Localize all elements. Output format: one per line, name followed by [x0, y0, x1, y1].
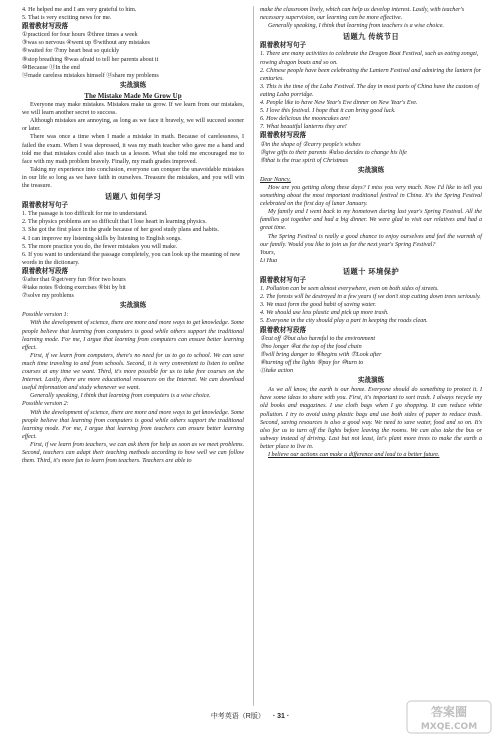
- letter-paragraph: My family and I went back to my hometown during last year's Spring Festival. All the families got together and had a big dinner. We were glad to visit our relatives and had a great time.: [260, 209, 482, 232]
- essay-paragraph: With the development of science, there are more and more ways to get knowledge. Some people believe that learning from computers is good while others support the traditional learning mode. For me, I argue that learning from computers can ensure better learning effect.: [22, 320, 245, 351]
- answer-line: 3. We must form the good habit of saving water.: [260, 302, 377, 309]
- answer-line: 3. She got the first place in the grade because of her good study plans and habits.: [22, 227, 219, 234]
- answer-line: ⑪take action: [260, 368, 293, 375]
- section-heading: 跟着教材写段落: [22, 267, 69, 275]
- topic-heading: 话题八 如何学习: [104, 192, 162, 202]
- right-column: [260, 6, 482, 459]
- answer-line: 4. People like to have New Year's Eve dinner on New Year's Eve.: [260, 100, 418, 107]
- answer-line: 6. How delicious the mooncakes are!: [260, 116, 351, 123]
- section-heading: 跟着教材写句子: [22, 202, 69, 210]
- essay-paragraph: With the development of science, there are more and more ways to get knowledge. Some people believe that learning from computers is good while others support the traditional learning mode. For me, I argue that learning from teachers can ensure better learning effect.: [22, 409, 245, 440]
- essay-paragraph: There was once a time when I made a mistake in math. Because of carelessness, I failed the exam. When I was depressed, it was my math teacher who gave me a hand and told me that mistakes could also teach us a lesson. What she told me encouraged me to face with my math problem bravely. Finally, my math grades improved.: [22, 134, 244, 165]
- answer-line: 1. Pollution can be seen almost everywhere, even on both sides of streets.: [260, 286, 439, 293]
- column-divider: [253, 6, 254, 706]
- watermark-bottom-text: MXQE.COM: [420, 722, 478, 732]
- answer-line: ⑤that is the true spirit of Christmas: [260, 157, 349, 164]
- essay-paragraph: I believe our actions can make a difference and lead to a better future.: [268, 451, 440, 458]
- topic-heading: 话题九 传统节日: [342, 32, 400, 42]
- page-number: · 31 ·: [272, 713, 290, 720]
- letter-signature: Li Hua: [260, 257, 278, 264]
- section-heading: 跟着教材写段落: [260, 132, 307, 140]
- answer-line: ①in the shape of ②carry people's wishes: [260, 141, 361, 148]
- left-column: [22, 6, 244, 465]
- answer-line: 6. If you want to understand the passage completely, you can look up the meaning of new words in the dictionary.: [22, 251, 241, 266]
- answer-line: 7. What beautiful lanterns they are!: [260, 124, 347, 131]
- essay-paragraph: Generally speaking, I think that learning from computers is a wise choice.: [30, 393, 211, 400]
- book-title: 中考英语（R版）: [210, 713, 265, 720]
- watermark-top-text: 答案圈: [430, 705, 468, 719]
- version-label: Possible version 2:: [22, 401, 69, 408]
- section-heading: 实战演练: [119, 302, 147, 310]
- answer-line: ⑧stop breathing ⑨was afraid to tell her parents about it: [22, 56, 159, 63]
- answer-line: 4. He helped me and I am very grateful to him.: [22, 7, 137, 13]
- answer-line: 5. I love this festival. I hope that it can bring good luck.: [260, 108, 396, 115]
- essay-paragraph: First, if we learn from computers, there's no need for us to go to school. We can save much time traveling to and from schools. Second, it is very convenient to listen to online courses at any time we want. Third, it's more possible for us to take free courses on the Internet. Lastly, there are more educational resources on the Internet. We can download useful information and study whenever we want.: [22, 352, 244, 392]
- section-heading: 实战演练: [119, 81, 147, 89]
- answer-line: ③was so nervous ④went up ⑤without any mistakes: [22, 40, 150, 47]
- answer-line: 2. The forests will be destroyed in a few years if we don't stop cutting down trees seriously.: [260, 294, 481, 301]
- answer-line: 1. The passage is too difficult for me to understand.: [22, 211, 148, 218]
- answer-line: ⑫made careless mistakes himself ⑬share my problems: [22, 72, 159, 79]
- answer-line: 3. This is the time of the Laba Festival. The day in most parts of China have the custom of eating Laba porridge.: [260, 83, 480, 98]
- watermark-logo: [406, 700, 492, 734]
- answer-line: ①after that ②get/very fun ③for two hours: [22, 277, 126, 283]
- section-heading: 跟着教材写段落: [22, 23, 69, 31]
- essay-paragraph: Generally speaking, I think that learning from teachers is a wise choice.: [268, 23, 444, 30]
- answer-line: ①cut off ②but also harmful to the environment: [260, 335, 376, 342]
- answer-page: [22, 6, 484, 706]
- answer-line: ③give gifts to their parents ④also decides to change his life: [260, 149, 407, 156]
- topic-heading: 话题十 环境保护: [342, 266, 400, 276]
- answer-line: ⑩Because ⑪In the end: [22, 64, 80, 71]
- letter-paragraph: How are you getting along these days? I miss you very much. Now I'd like to tell you something about the most important traditional festival in China. It's the Spring Festival celebrated on the first day of lunar January.: [260, 184, 482, 208]
- section-heading: 实战演练: [357, 377, 385, 385]
- answer-line: 2. The physics problems are so difficult that I lose heart in learning physics.: [22, 219, 207, 226]
- section-heading: 跟着教材写段落: [260, 326, 307, 334]
- version-label: Possible version 1:: [22, 312, 69, 319]
- essay-paragraph: make the classroom lively, which can help us develop interest. Lastly, with teacher's necessary supervision, our learning can be more effective.: [260, 7, 465, 22]
- answer-line: ④take notes ⑤doing exercises ⑥bit by bit: [22, 285, 126, 292]
- answer-line: ⑥waited for ⑦my heart beat so quickly: [22, 48, 120, 55]
- answer-line: 1. There are many activities to celebrate the Dragon Boat Festival, such as eating zongzi, rowing dragon boats and so on.: [260, 51, 479, 66]
- letter-salutation: Dear Nancy,: [260, 176, 291, 183]
- watermark-logo-icon: [406, 700, 492, 734]
- answer-line: 4. We should use less plastic and pick up more trash.: [260, 310, 389, 317]
- section-heading: 跟着教材写句子: [260, 42, 307, 50]
- essay-paragraph: Everyone may make mistakes. Mistakes make us grow. If we learn from our mistakes, we will learn another secret to success.: [22, 102, 244, 117]
- answer-line: ③no longer ④at the top of the food chain: [260, 343, 362, 350]
- answer-line: ⑦solve my problems: [22, 293, 74, 300]
- essay-paragraph: Taking my experience into conclusion, everyone can conquer the unavoidable mistakes in our life so long as we have faith in ourselves. Treasure the mistakes, and you will win the treasure.: [22, 166, 244, 189]
- answer-line: 2. Chinese people have been celebrating the Lantern Festival and admiring the lantern for centuries.: [260, 67, 482, 82]
- essay-paragraph: As we all know, the earth is our home. Everyone should do something to protect it. I have some ideas to share with you. First, it's important to sort trash. I always recycle my old books and magazines. I use cloth bags when I go shopping. It can reduce white pollution. I try to avoid using plastic bags and use both sides of paper to reduce trash. Second, saving resources is also a good way. We need to save water, food and so on. It's also for us to turn off the lights before leaving the rooms. We can also take the bus or subway instead of driving. Last but not least, let's plant more trees to make the earth a better place to live in.: [260, 387, 482, 450]
- answer-line: ⑤will bring danger to ⑥begins with ⑦Look after: [260, 351, 382, 358]
- answer-line: ⑧turning off the lights ⑨pay for ⑩turn to: [260, 359, 364, 366]
- answer-line: 4. I can improve my listening skills by listening to English songs.: [22, 235, 182, 242]
- essay-paragraph: Although mistakes are annoying, as long as we face it bravely, we will succeed sooner or later.: [22, 118, 244, 133]
- answer-line: ①practiced for four hours ②three times a week: [22, 32, 138, 39]
- answer-line: 5. The more practice you do, the fewer mistakes you will make.: [22, 243, 178, 250]
- essay-paragraph: First, if we learn from teachers, we can ask them for help as soon as we meet problems. Second, teachers can adapt their teaching methods according to how well we can follow them. Third, it's more fun to learn from teachers. Teachers are able to: [22, 441, 244, 465]
- essay-title: The Mistake Made Me Grow Up: [84, 91, 182, 100]
- letter-closing: Yours,: [260, 249, 276, 256]
- answer-line: 5. Everyone in the city should play a part in keeping the roads clean.: [260, 318, 428, 325]
- letter-paragraph: The Spring Festival is really a good chance to enjoy ourselves and feel the warmth of our family. Would you like to join us for the next year's Spring Festival?: [260, 233, 482, 248]
- answer-line: 5. That is very exciting news for me.: [22, 15, 112, 22]
- section-heading: 跟着教材写句子: [260, 277, 307, 284]
- section-heading: 实战演练: [357, 166, 385, 174]
